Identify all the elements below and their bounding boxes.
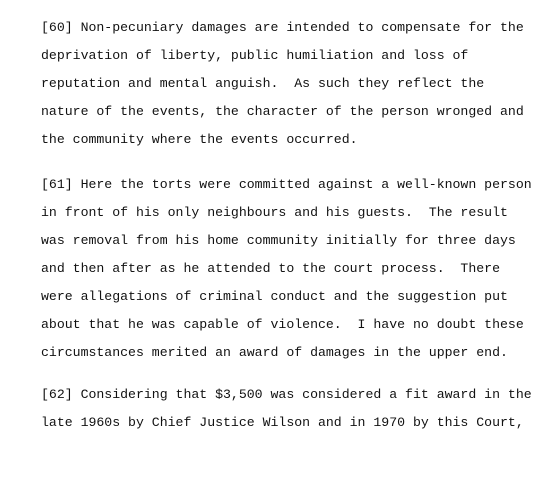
text-line: were allegations of criminal conduct and the suggestion put: [41, 289, 508, 304]
text-line: [60] Non-pecuniary damages are intended to compensate for the: [41, 20, 524, 35]
text-line: about that he was capable of violence. I have no doubt these: [41, 317, 524, 332]
text-line: reputation and mental anguish. As such they reflect the: [41, 76, 485, 91]
text-line: and then after as he attended to the court process. There: [41, 261, 500, 276]
text-line: the community where the events occurred.: [41, 132, 358, 147]
text-line: late 1960s by Chief Justice Wilson and in 1970 by this Court,: [41, 415, 524, 430]
paragraph-60: [41, 14, 524, 154]
text-line: deprivation of liberty, public humiliation and loss of: [41, 48, 469, 63]
text-line: circumstances merited an award of damages in the upper end.: [41, 345, 508, 360]
text-line: [61] Here the torts were committed against a well-known person: [41, 177, 532, 192]
text-line: was removal from his home community initially for three days: [41, 233, 516, 248]
paragraph-62: [41, 381, 532, 437]
text-line: [62] Considering that $3,500 was considered a fit award in the: [41, 387, 532, 402]
text-line: in front of his only neighbours and his guests. The result: [41, 205, 508, 220]
text-line: nature of the events, the character of the person wronged and: [41, 104, 524, 119]
paragraph-61: [41, 171, 532, 367]
